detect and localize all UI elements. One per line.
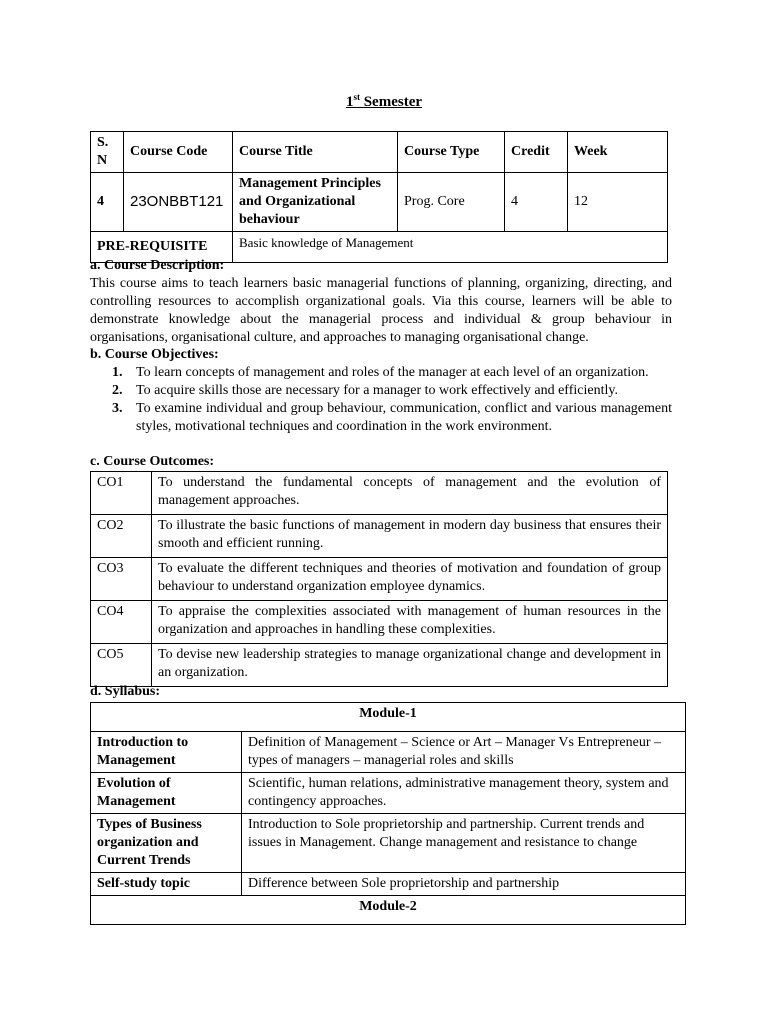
cell-course-title: Management Principles and Organizational behaviour: [233, 173, 398, 232]
outcome-code: CO3: [91, 558, 152, 601]
outcome-text: To evaluate the different techniques and theories of motivation and foundation of group behaviour to understand organization employee dynamics.: [152, 558, 668, 601]
outcomes-table: [90, 471, 668, 687]
cell-sn: 4: [91, 173, 124, 232]
outcome-code: CO5: [91, 644, 152, 687]
syllabus-table: [90, 702, 686, 925]
outcome-code: CO4: [91, 601, 152, 644]
header-course-type: Course Type: [398, 132, 505, 173]
header-sn: S. N: [91, 132, 124, 173]
module-header-row: [91, 896, 686, 925]
syllabus-heading: d. Syllabus:: [90, 684, 161, 699]
semester-suffix: st: [353, 92, 360, 102]
syllabus-topic: Evolution of Management: [91, 773, 242, 814]
objective-item: [90, 382, 672, 400]
syllabus-row: [91, 814, 686, 873]
objective-number: 3.: [112, 401, 123, 416]
prerequisite-value: Basic knowledge of Management: [233, 232, 668, 263]
syllabus-topic: Introduction to Management: [91, 732, 242, 773]
header-week: Week: [568, 132, 668, 173]
cell-credit: 4: [505, 173, 568, 232]
objective-number: 1.: [112, 365, 123, 380]
outcome-code: CO2: [91, 515, 152, 558]
header-credit: Credit: [505, 132, 568, 173]
syllabus-row: [91, 873, 686, 896]
objective-number: 2.: [112, 383, 123, 398]
syllabus-content: Definition of Management – Science or Art – Manager Vs Entrepreneur – types of managers – managerial roles and skills: [242, 732, 686, 773]
outcome-row: [91, 515, 668, 558]
description-heading: a. Course Description:: [90, 258, 225, 273]
outcome-code: CO1: [91, 472, 152, 515]
cell-course-type: Prog. Core: [398, 173, 505, 232]
course-info-table: [90, 131, 668, 263]
objectives-heading: b. Course Objectives:: [90, 347, 219, 362]
outcome-text: To devise new leadership strategies to manage organizational change and development in an organization.: [152, 644, 668, 687]
syllabus-content: Difference between Sole proprietorship and partnership: [242, 873, 686, 896]
syllabus-topic: Self-study topic: [91, 873, 242, 896]
outcome-row: [91, 472, 668, 515]
objective-text: To examine individual and group behaviour, communication, conflict and various management styles, motivational techniques and coordination in the work environment.: [136, 401, 672, 434]
description-text: This course aims to teach learners basic managerial functions of planning, organizing, directing, and controlling resources to accomplish organizational goals. Via this course, learners will be able to demonstrate knowledge about the managerial process and individual & group behaviour in organisations, organisational culture, and approaches to managing organisational change.: [90, 276, 672, 345]
outcome-text: To understand the fundamental concepts of management and the evolution of management approaches.: [152, 472, 668, 515]
objectives-list: [90, 364, 672, 436]
syllabus-row: [91, 773, 686, 814]
module-header-row: [91, 703, 686, 732]
course-row: [91, 173, 668, 232]
header-course-title: Course Title: [233, 132, 398, 173]
syllabus-row: [91, 732, 686, 773]
semester-number: 1: [345, 94, 354, 110]
outcome-row: [91, 558, 668, 601]
semester-title: [0, 92, 768, 111]
module-2-title: Module-2: [91, 896, 686, 925]
header-course-code: Course Code: [124, 132, 233, 173]
semester-word: Semester: [363, 94, 423, 110]
syllabus-content: Introduction to Sole proprietorship and partnership. Current trends and issues in Management. Change management and resistance to change: [242, 814, 686, 873]
outcome-text: To appraise the complexities associated with management of human resources in the organization and approaches in handling these complexities.: [152, 601, 668, 644]
prerequisite-label: PRE-REQUISITE: [91, 232, 233, 263]
objective-text: To learn concepts of management and roles of the manager at each level of an organization.: [136, 365, 649, 380]
syllabus-content: Scientific, human relations, administrative management theory, system and contingency approaches.: [242, 773, 686, 814]
cell-week: 12: [568, 173, 668, 232]
objective-item: [90, 364, 672, 382]
outcomes-heading: c. Course Outcomes:: [90, 454, 215, 469]
objective-item: [90, 400, 672, 436]
outcome-row: [91, 601, 668, 644]
outcome-text: To illustrate the basic functions of management in modern day business that ensures their smooth and efficient running.: [152, 515, 668, 558]
cell-course-code: 23ONBBT121: [124, 173, 233, 232]
course-table-header: [91, 132, 668, 173]
objective-text: To acquire skills those are necessary for a manager to work effectively and efficiently.: [136, 383, 618, 398]
outcome-row: [91, 644, 668, 687]
syllabus-topic: Types of Business organization and Current Trends: [91, 814, 242, 873]
module-1-title: Module-1: [91, 703, 686, 732]
